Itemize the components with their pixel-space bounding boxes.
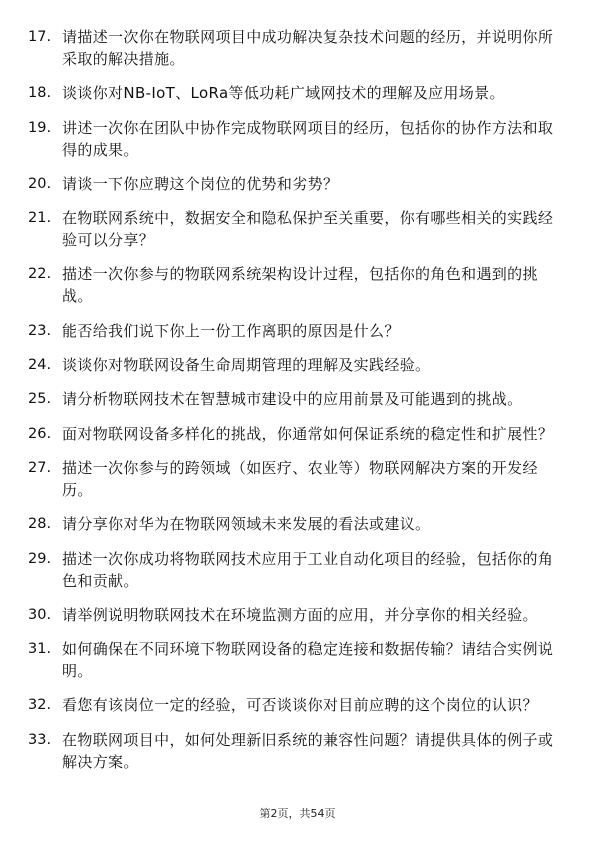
question-text: 请分享你对华为在物联网领域未来发展的看法或建议。 bbox=[62, 515, 431, 534]
question-number: 33. bbox=[28, 731, 52, 748]
question-number: 19. bbox=[28, 119, 52, 136]
question-number: 17. bbox=[28, 29, 52, 45]
question-number: 32. bbox=[28, 697, 52, 714]
question-item bbox=[28, 26, 568, 70]
question-text: 描述一次你成功将物联网技术应用于工业自动化项目的经验，包括你的角色和贡献。 bbox=[62, 549, 554, 590]
question-number: 22. bbox=[28, 266, 52, 283]
question-item bbox=[28, 207, 568, 251]
question-item bbox=[28, 694, 568, 716]
question-number: 21. bbox=[28, 210, 52, 227]
question-text: 请谈一下你应聘这个岗位的优势和劣势？ bbox=[62, 174, 339, 193]
question-number: 23. bbox=[28, 322, 52, 339]
question-text: 面对物联网设备多样化的挑战，你通常如何保证系统的稳定性和扩展性？ bbox=[62, 424, 554, 443]
question-number: 27. bbox=[28, 459, 52, 476]
question-text: 谈谈你对NB-IoT、LoRa等低功耗广域网技术的理解及应用场景。 bbox=[62, 84, 505, 103]
question-text: 请分析物联网技术在智慧城市建设中的应用前景及可能遇到的挑战。 bbox=[62, 390, 523, 409]
question-item bbox=[28, 117, 568, 161]
question-text: 讲述一次你在团队中协作完成物联网项目的经历，包括你的协作方法和取得的成果。 bbox=[62, 118, 554, 159]
question-number: 28. bbox=[28, 516, 52, 533]
question-text: 在物联网系统中，数据安全和隐私保护至关重要，你有哪些相关的实践经验可以分享？ bbox=[62, 209, 554, 250]
question-number: 25. bbox=[28, 391, 52, 408]
question-number: 26. bbox=[28, 425, 52, 442]
question-number: 31. bbox=[28, 641, 52, 658]
question-list bbox=[28, 26, 568, 785]
question-number: 20. bbox=[28, 175, 52, 192]
question-item bbox=[28, 263, 568, 307]
question-item bbox=[28, 354, 568, 376]
question-text: 谈谈你对物联网设备生命周期管理的理解及实践经验。 bbox=[62, 356, 431, 375]
question-text: 能否给我们说下你上一份工作离职的原因是什么？ bbox=[62, 321, 400, 340]
question-text: 看您有该岗位一定的经验，可否谈谈你对目前应聘的这个岗位的认识？ bbox=[62, 696, 538, 715]
question-item bbox=[28, 604, 568, 626]
question-item bbox=[28, 513, 568, 535]
question-text: 在物联网项目中，如何处理新旧系统的兼容性问题？请提供具体的例子或解决方案。 bbox=[62, 730, 554, 771]
question-item bbox=[28, 320, 568, 342]
question-item bbox=[28, 423, 568, 445]
question-text: 请举例说明物联网技术在环境监测方面的应用，并分享你的相关经验。 bbox=[62, 605, 538, 624]
question-number: 24. bbox=[28, 357, 52, 374]
question-number: 30. bbox=[28, 606, 52, 623]
question-item bbox=[28, 457, 568, 501]
question-item bbox=[28, 729, 568, 773]
question-text: 如何确保在不同环境下物联网设备的稳定连接和数据传输？请结合实例说明。 bbox=[62, 640, 554, 681]
question-item bbox=[28, 82, 568, 104]
page-footer: 第2页，共54页 bbox=[259, 807, 336, 820]
question-text: 请描述一次你在物联网项目中成功解决复杂技术问题的经历，并说明你所采取的解决措施。 bbox=[62, 28, 554, 68]
question-number: 18. bbox=[28, 85, 52, 102]
question-text: 描述一次你参与的物联网系统架构设计过程，包括你的角色和遇到的挑战。 bbox=[62, 265, 538, 306]
question-text: 描述一次你参与的跨领域（如医疗、农业等）物联网解决方案的开发经历。 bbox=[62, 458, 538, 499]
question-item bbox=[28, 548, 568, 592]
question-item bbox=[28, 173, 568, 195]
question-number: 29. bbox=[28, 550, 52, 567]
question-item bbox=[28, 388, 568, 410]
question-item bbox=[28, 638, 568, 682]
